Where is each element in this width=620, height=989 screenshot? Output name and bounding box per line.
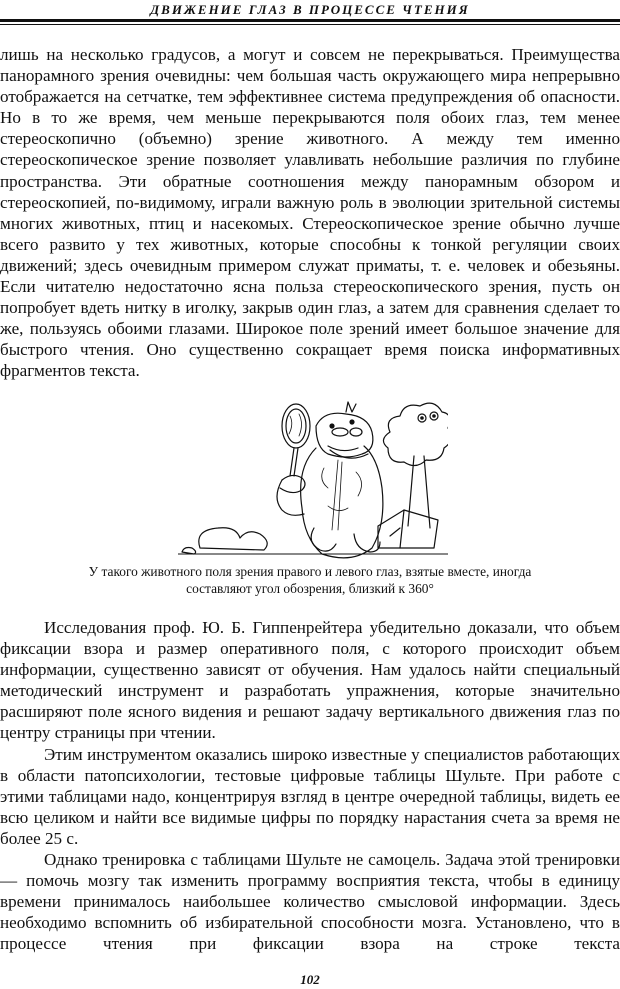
cartoon-ape-with-mirror-illustration: [178, 398, 448, 560]
header-rule-thick: [0, 19, 620, 22]
paragraph-schulte-tables: Этим инструментом оказались широко известные у специалистов работающих в области патопсихологии, тестовые цифровые таблицы Шульте. При работе с этими таблицами надо, концентрируя взгляд в центре очередной таблицы, видеть ее всю целиком и найти все видимые цифры по порядку нарастания счета за время не более 25 с.: [0, 744, 620, 848]
paragraph-research: Исследования проф. Ю. Б. Гиппенрейтера убедительно доказали, что объем фиксации взора и размер оперативного поля, с которого происходит объем информации, существенно зависят от обучения. Нам удалось найти специальный методический инструмент и разработать упражнения, которые значительно расширяют поле ясного видения и решают задачу вертикального движения глаз по центру страницы при чтении.: [0, 618, 620, 743]
figure-caption-line-2: составляют угол обозрения, близкий к 360°: [186, 581, 434, 596]
text-block-bottom: [0, 617, 620, 955]
figure-caption-line-1: У такого животного поля зрения правого и левого глаз, взятые вместе, иногда: [88, 564, 532, 579]
header-rule-thin: [0, 24, 620, 25]
paragraph-training: Однако тренировка с таблицами Шульте не самоцель. Задача этой тренировки — помочь мозгу так изменить программу восприятия текста, чтобы в единицу времени принималось наибольшее количество смысловой информации. Здесь необходимо вспомнить об избирательной способности мозга. Установлено, что в процессе чтения при фиксации взора на строке текста: [0, 850, 620, 954]
text-block-top: [0, 44, 620, 382]
page-number: 102: [300, 972, 320, 987]
figure-caption: [0, 563, 620, 597]
running-header-title: ДВИЖЕНИЕ ГЛАЗ В ПРОЦЕССЕ ЧТЕНИЯ: [150, 2, 470, 17]
running-header: [0, 0, 620, 22]
paragraph-top: лишь на несколько градусов, а могут и совсем не перекрываться. Преимущества панорамного зрения очевидны: чем большая часть окружающего мира непрерывно отображается на сетчатке, тем эффективнее система предупреждения об опасности. Но в то же время, чем меньше перекрываются поля обоих глаз, тем менее стереоскопично (объемно) зрение животного. А между тем именно стереоскопическое зрение позволяет улавливать небольшие различия по глубине пространства. Эти обратные соотношения между панорамным обзором и стереоскопией, по-видимому, играли важную роль в эволюции зрительной системы многих животных, птиц и насекомых. Стереоскопическое зрение обычно лучше всего развито у тех животных, которые способны к тонкой регуляции своих движений; здесь очевидным примером служат приматы, т. е. человек и обезьяны. Если читателю недостаточно ясна польза стереоскопического зрения, пусть он попробует вдеть нитку в иголку, закрыв один глаз, а затем для сравнения сделает то же, пользуясь обоими глазами. Широкое поле зрений имеет большое значение для быстрого чтения. Оно существенно сокращает время поиска информативных фрагментов текста.: [0, 45, 620, 381]
